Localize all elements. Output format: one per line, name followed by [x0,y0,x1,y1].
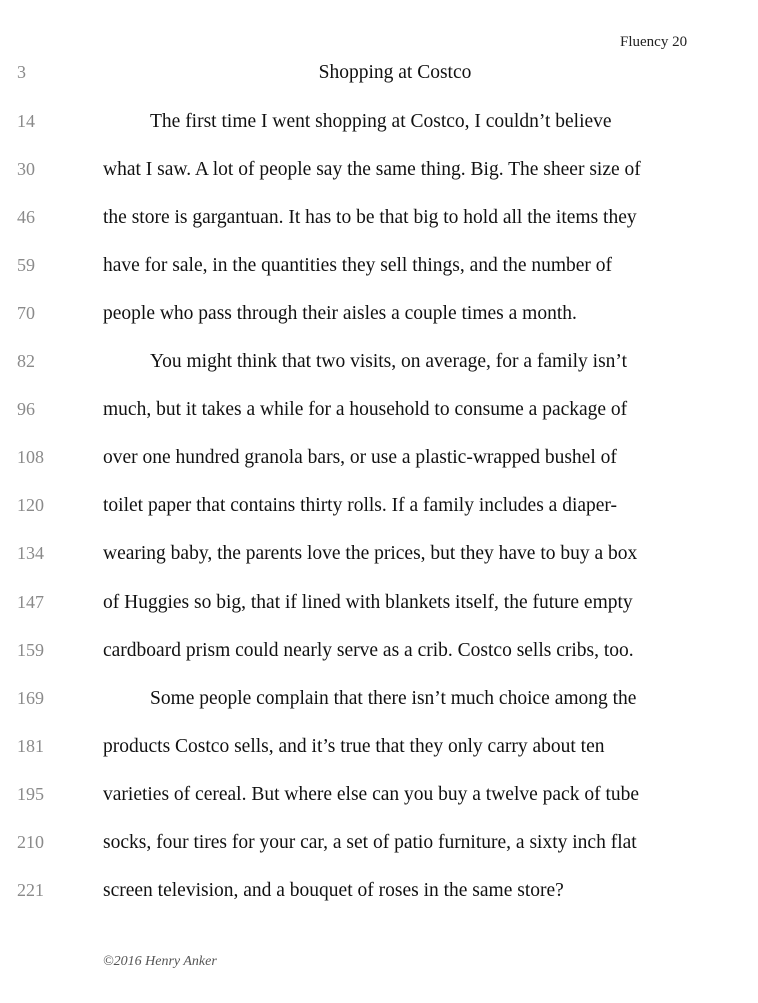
passage-line [0,832,758,862]
word-count: 70 [17,303,35,323]
title-line [0,62,758,92]
line-text: people who pass through their aisles a couple times a month. [103,303,577,324]
word-count: 120 [17,495,44,515]
word-count: 181 [17,736,44,756]
word-count: 3 [17,62,26,82]
passage-line [0,207,758,237]
word-count: 108 [17,447,44,467]
word-count: 59 [17,255,35,275]
line-text: varieties of cereal. But where else can you buy a twelve pack of tube [103,784,640,805]
line-text: toilet paper that contains thirty rolls. If a family includes a diaper- [103,495,618,516]
word-count: 210 [17,832,44,852]
passage-line [0,880,758,910]
passage-line [0,351,758,381]
line-text: The first time I went shopping at Costco, I couldn’t believe [150,111,612,132]
line-text: You might think that two visits, on average, for a family isn’t [150,351,627,372]
line-text: wearing baby, the parents love the prices, but they have to buy a box [103,543,638,564]
passage-line [0,543,758,573]
passage-line [0,784,758,814]
line-text: screen television, and a bouquet of roses in the same store? [103,880,564,901]
word-count: 221 [17,880,44,900]
passage-line [0,640,758,670]
passage-line [0,447,758,477]
passage-line [0,303,758,333]
word-count: 46 [17,207,35,227]
passage-line [0,111,758,141]
passage-line [0,592,758,622]
passage-line [0,159,758,189]
line-text: socks, four tires for your car, a set of patio furniture, a sixty inch flat [103,832,637,853]
word-count: 30 [17,159,35,179]
line-text: what I saw. A lot of people say the same thing. Big. The sheer size of [103,159,641,180]
line-text: products Costco sells, and it’s true that they only carry about ten [103,736,605,757]
word-count: 159 [17,640,44,660]
line-text: of Huggies so big, that if lined with blankets itself, the future empty [103,592,633,613]
line-text: the store is gargantuan. It has to be that big to hold all the items they [103,207,637,228]
line-text: have for sale, in the quantities they sell things, and the number of [103,255,613,276]
line-text: cardboard prism could nearly serve as a crib. Costco sells cribs, too. [103,640,634,661]
line-text: over one hundred granola bars, or use a plastic-wrapped bushel of [103,447,617,468]
passage-title: Shopping at Costco [318,62,472,83]
line-text: much, but it takes a while for a household to consume a package of [103,399,628,420]
word-count: 96 [17,399,35,419]
word-count: 195 [17,784,44,804]
word-count: 14 [17,111,35,131]
copyright-notice: ©2016 Henry Anker [103,954,217,969]
passage-line [0,736,758,766]
fluency-label: Fluency 20 [620,34,688,50]
passage-line [0,495,758,525]
line-text: Some people complain that there isn’t much choice among the [150,688,637,709]
word-count: 134 [17,543,44,563]
passage-line [0,255,758,285]
passage-line [0,688,758,718]
word-count: 169 [17,688,44,708]
word-count: 147 [17,592,44,612]
passage-line [0,399,758,429]
word-count: 82 [17,351,35,371]
